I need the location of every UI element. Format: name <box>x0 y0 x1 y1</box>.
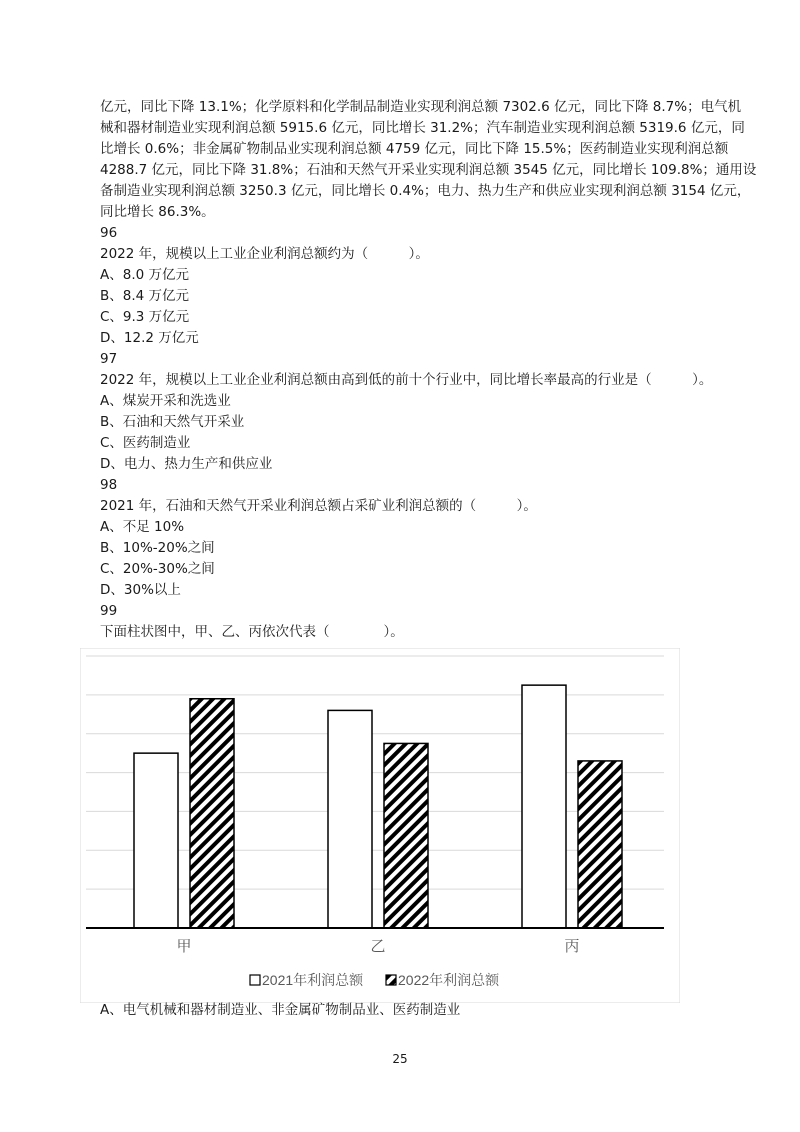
intro-line: 4288.7 亿元，同比下降 31.8%；石油和天然气开采业实现利润总额 3545 亿元，同比增长 109.8%；通用设 <box>100 162 757 178</box>
x-tick-label: 甲 <box>176 937 192 955</box>
question-stem: 2022 年，规模以上工业企业利润总额由高到低的前十个行业中，同比增长率最高的行业是（ ）。 <box>100 372 713 388</box>
intro-line: 备制造业实现利润总额 3250.3 亿元，同比增长 0.4%；电力、热力生产和供应业实现利润总额 3154 亿元， <box>100 183 751 199</box>
option-a[interactable]: A、煤炭开采和洗选业 <box>100 393 231 409</box>
question-stem: 2022 年，规模以上工业企业利润总额约为（ ）。 <box>100 246 429 262</box>
intro-line: 械和器材制造业实现利润总额 5915.6 亿元，同比增长 31.2%；汽车制造业实现利润总额 5319.6 亿元，同 <box>100 120 745 136</box>
option-b[interactable]: B、8.4 万亿元 <box>100 288 190 304</box>
option-b[interactable]: B、石油和天然气开采业 <box>100 414 245 430</box>
x-tick-label: 乙 <box>370 937 386 955</box>
intro-line: 同比增长 86.3%。 <box>100 204 215 220</box>
bar-2021-0 <box>134 753 178 928</box>
page-number: 25 <box>392 1052 408 1066</box>
question-number: 97 <box>100 351 118 367</box>
legend-swatch-2021 <box>250 975 260 985</box>
option-a[interactable]: A、电气机械和器材制造业、非金属矿物制品业、医药制造业 <box>100 1002 461 1018</box>
legend-label-2022: 2022年利润总额 <box>398 972 500 988</box>
question-stem: 2021 年，石油和天然气开采业利润总额占采矿业利润总额的（ ）。 <box>100 498 537 514</box>
legend-swatch-2022 <box>386 975 396 985</box>
question-number: 99 <box>100 603 118 619</box>
option-d[interactable]: D、12.2 万亿元 <box>100 330 199 346</box>
option-d[interactable]: D、30%以上 <box>100 582 181 598</box>
option-c[interactable]: C、医药制造业 <box>100 435 191 451</box>
question-number: 98 <box>100 477 118 493</box>
x-tick-label: 丙 <box>564 937 580 955</box>
question-stem: 下面柱状图中，甲、乙、丙依次代表（ ）。 <box>100 624 404 640</box>
bar-2022-2 <box>578 761 622 928</box>
question-number: 96 <box>100 225 118 241</box>
option-b[interactable]: B、10%-20%之间 <box>100 540 215 556</box>
option-a[interactable]: A、8.0 万亿元 <box>100 267 189 283</box>
legend-label-2021: 2021年利润总额 <box>262 972 364 988</box>
bar-chart <box>80 648 680 1003</box>
option-c[interactable]: C、20%-30%之间 <box>100 561 215 577</box>
bar-2021-1 <box>328 710 372 928</box>
bar-2021-2 <box>522 685 566 928</box>
bar-2022-0 <box>190 699 234 928</box>
option-a[interactable]: A、不足 10% <box>100 519 185 535</box>
intro-line: 亿元，同比下降 13.1%；化学原料和化学制品制造业实现利润总额 7302.6 亿元，同比下降 8.7%；电气机 <box>100 99 742 115</box>
option-c[interactable]: C、9.3 万亿元 <box>100 309 190 325</box>
bar-2022-1 <box>384 743 428 928</box>
intro-line: 比增长 0.6%；非金属矿物制品业实现利润总额 4759 亿元，同比下降 15.5%；医药制造业实现利润总额 <box>100 141 729 157</box>
option-d[interactable]: D、电力、热力生产和供应业 <box>100 456 273 472</box>
